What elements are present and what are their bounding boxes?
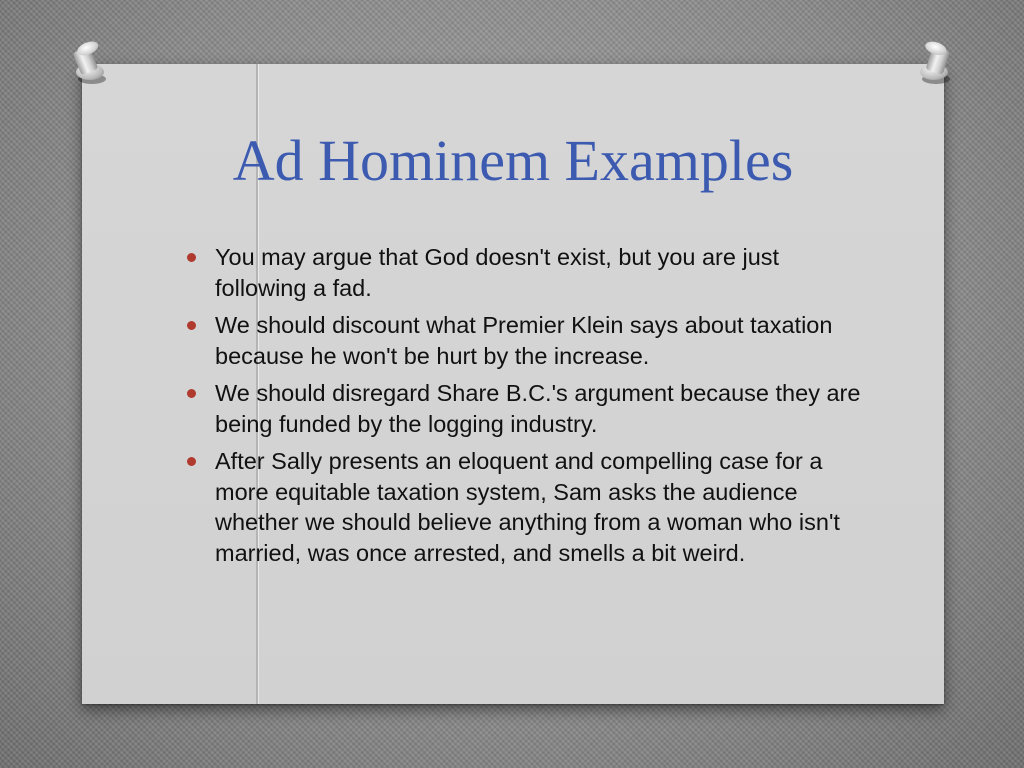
slide-title: Ad Hominem Examples (232, 128, 794, 193)
bullet-dot-icon (187, 457, 196, 466)
bullet-list (184, 242, 864, 575)
bullet-text: We should discount what Premier Klein says about taxation because he won't be hurt by the increase. (215, 312, 833, 369)
bullet-item (184, 242, 864, 303)
bullet-dot-icon (187, 389, 196, 398)
bullet-dot-icon (187, 253, 196, 262)
bullet-text: After Sally presents an eloquent and compelling case for a more equitable taxation system, Sam asks the audience whether we should believe anything from a woman who isn't married, was once arrested, and smells a bit weird. (215, 448, 840, 566)
slide-card (82, 64, 944, 704)
bullet-text: You may argue that God doesn't exist, but you are just following a fad. (215, 244, 780, 301)
bullet-dot-icon (187, 321, 196, 330)
bullet-text: We should disregard Share B.C.'s argument because they are being funded by the logging industry. (215, 380, 861, 437)
bullet-item (184, 378, 864, 439)
bullet-item (184, 310, 864, 371)
bullet-item (184, 446, 864, 568)
pushpin-icon-left (70, 40, 110, 92)
pushpin-icon-right (914, 40, 954, 92)
